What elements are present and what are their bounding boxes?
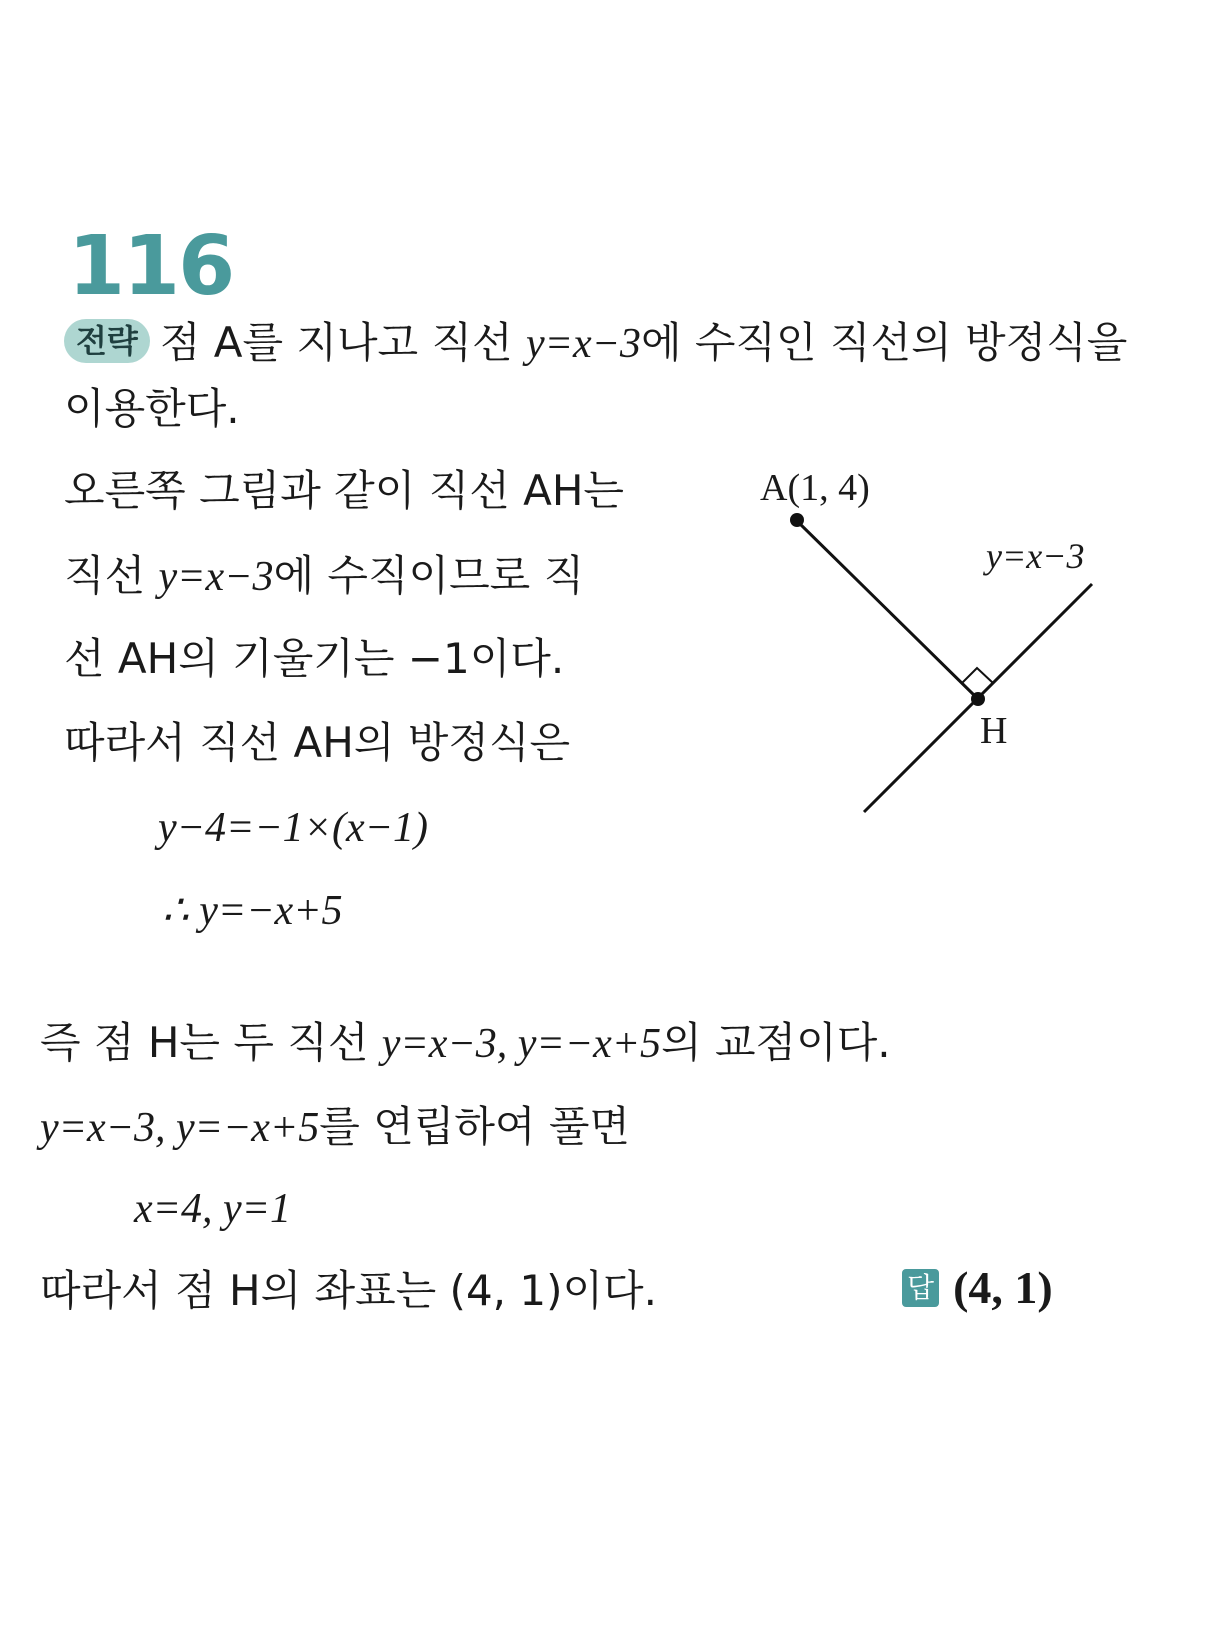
solution-line-1: 오른쪽 그림과 같이 직선 AH는 bbox=[64, 466, 625, 515]
equation-1: y−4=−1×(x−1) bbox=[158, 805, 428, 851]
strategy-text-3: 이용한다. bbox=[64, 384, 240, 433]
solution-line-6-equation: y=x−3, y=−x+5 bbox=[40, 1105, 320, 1151]
line-label: y=x−3 bbox=[986, 536, 1085, 576]
answer bbox=[902, 1260, 1053, 1315]
point-a bbox=[790, 513, 804, 527]
solution-line-5-equation: y=x−3, y=−x+5 bbox=[381, 1021, 662, 1067]
solution-line-6 bbox=[40, 1102, 630, 1153]
solution-line-2 bbox=[64, 551, 584, 602]
right-angle-mark bbox=[962, 668, 993, 683]
point-h-label: H bbox=[980, 710, 1008, 752]
answer-badge: 답 bbox=[902, 1269, 939, 1307]
solution-line-2-a: 직선 bbox=[64, 551, 159, 600]
solution-line-3: 선 AH의 기울기는 −1이다. bbox=[64, 634, 565, 683]
solution-line-5-b: 의 교점이다. bbox=[661, 1018, 891, 1067]
geometry-figure bbox=[740, 450, 1160, 830]
solution-line-6-b: 를 연립하여 풀면 bbox=[319, 1102, 630, 1151]
point-h bbox=[971, 692, 985, 706]
strategy-equation: y=x−3 bbox=[525, 321, 641, 367]
solution-line-7: 따라서 점 H의 좌표는 (4, 1)이다. bbox=[40, 1266, 657, 1315]
solution-line-2-b: 에 수직이므로 직 bbox=[273, 551, 585, 600]
line-ah bbox=[796, 520, 978, 699]
solution-line-5-a: 즉 점 H는 두 직선 bbox=[40, 1018, 382, 1067]
strategy-text-1: 점 A를 지나고 직선 bbox=[159, 318, 526, 367]
solution-line-2-equation: y=x−3 bbox=[158, 554, 274, 600]
point-a-label: A(1, 4) bbox=[760, 467, 870, 509]
solution-line-5 bbox=[40, 1018, 891, 1069]
answer-value: (4, 1) bbox=[953, 1262, 1053, 1313]
strategy-line bbox=[64, 318, 1127, 369]
strategy-text-2: 에 수직인 직선의 방정식을 bbox=[640, 318, 1128, 367]
problem-number: 116 bbox=[68, 219, 234, 314]
strategy-badge: 전략 bbox=[64, 319, 150, 363]
equation-2: ∴ y=−x+5 bbox=[162, 888, 343, 934]
equation-3: x=4, y=1 bbox=[134, 1186, 291, 1232]
solution-line-4: 따라서 직선 AH의 방정식은 bbox=[64, 718, 571, 767]
